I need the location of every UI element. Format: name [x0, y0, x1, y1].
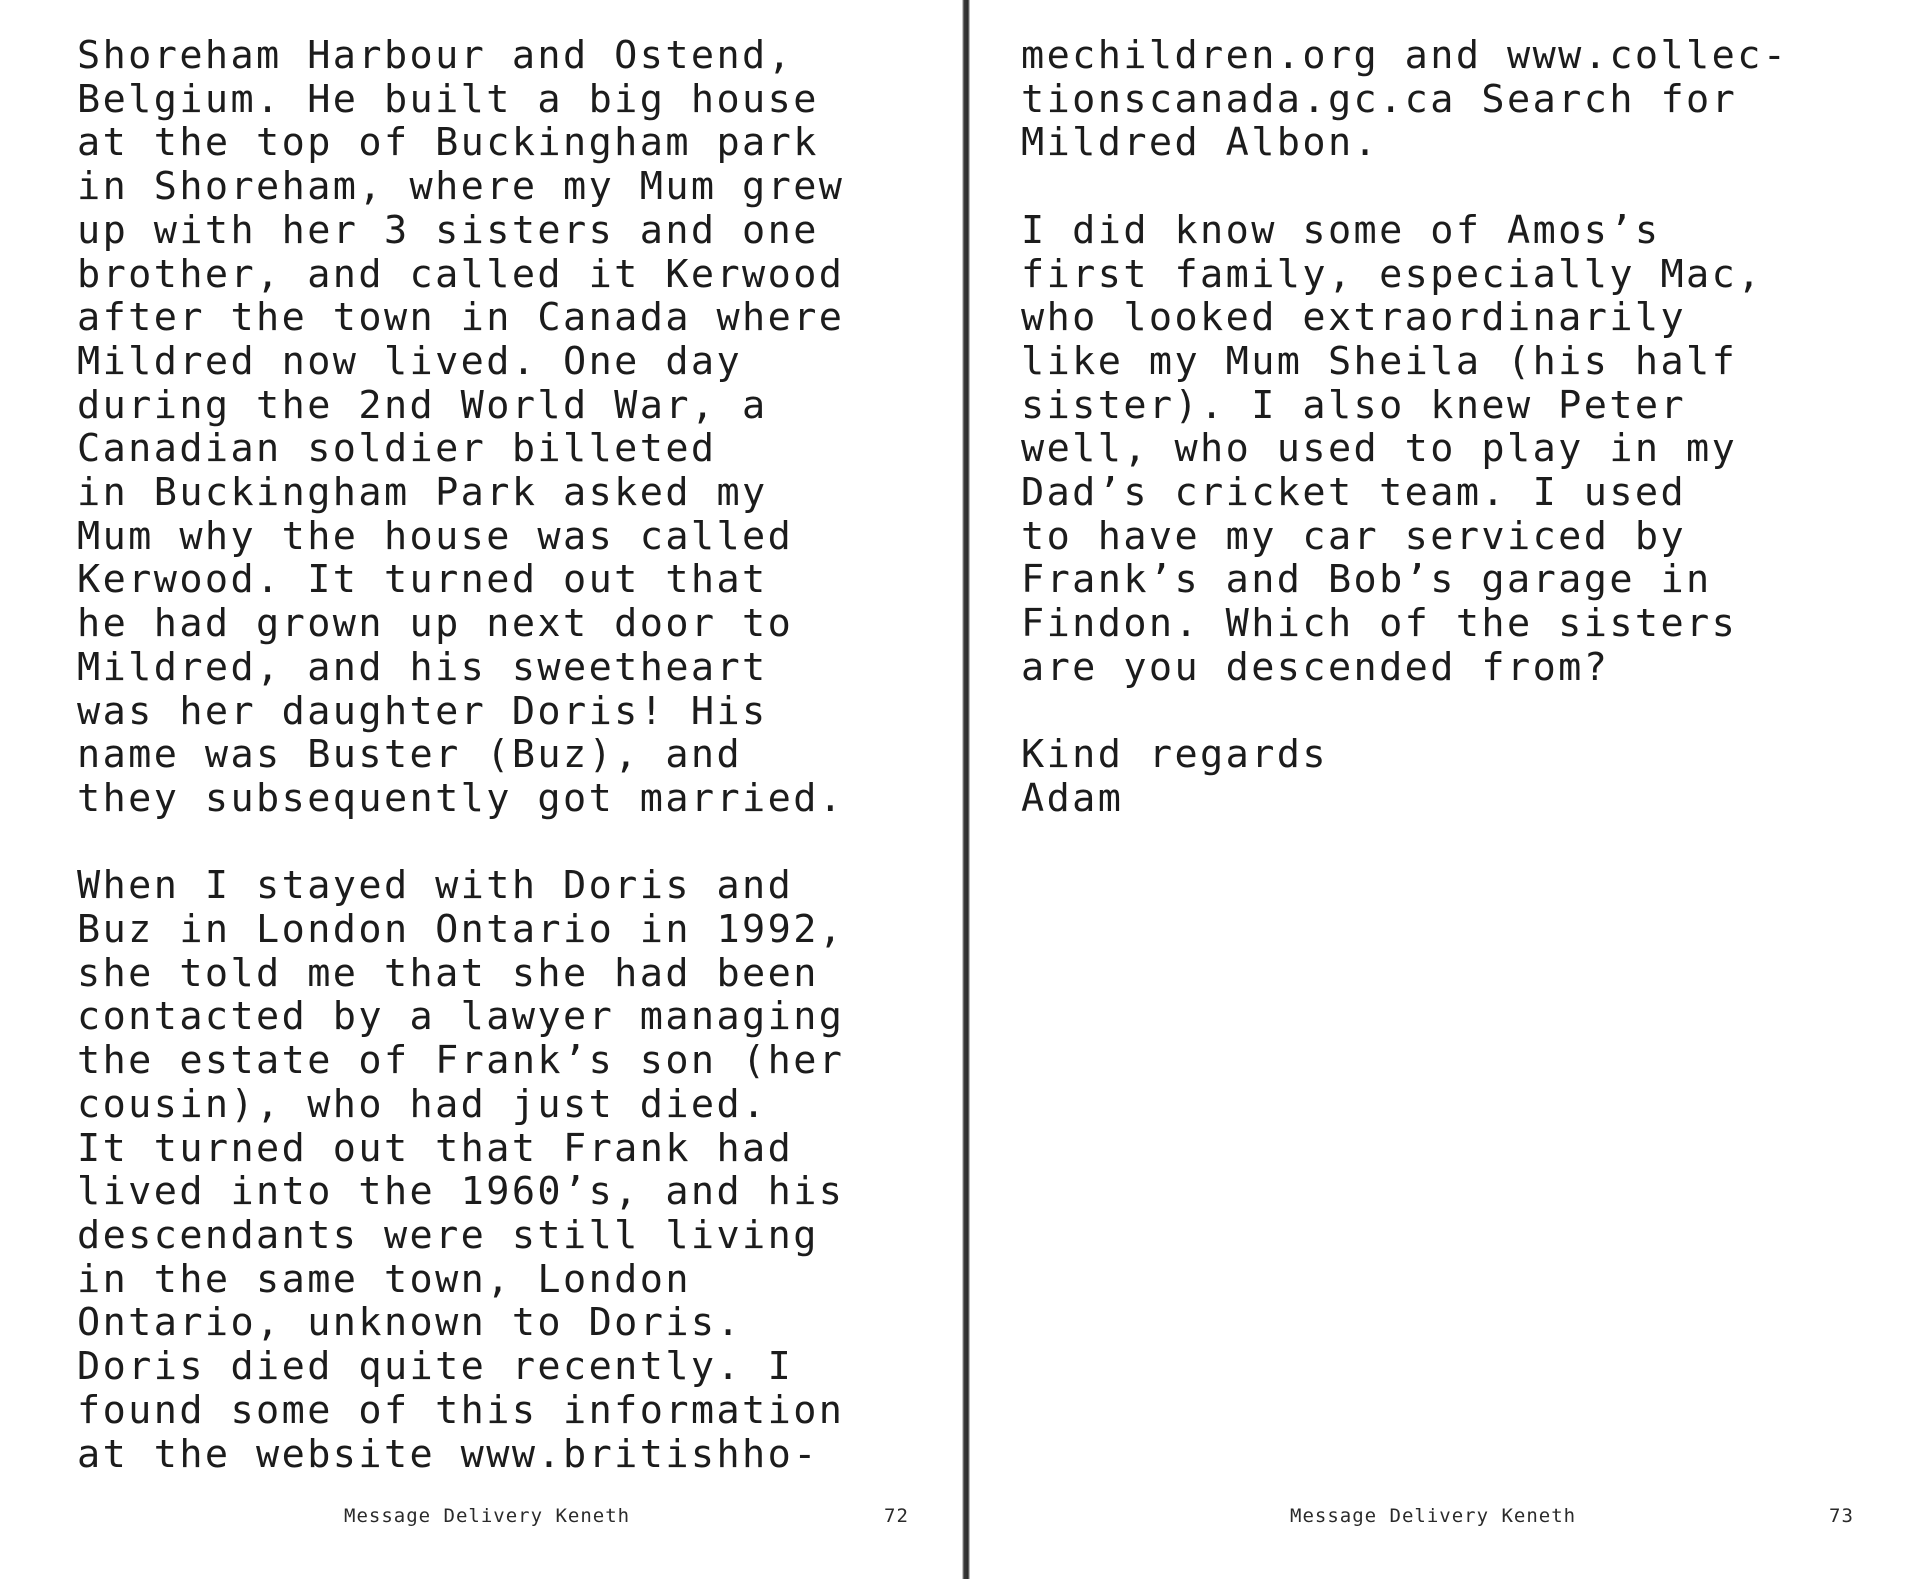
right-page	[970, 0, 1920, 1579]
left-page-body-text: Shoreham Harbour and Ostend, Belgium. He built a big house at the top of Buckingham park in Shoreham, where my Mum grew up with her 3 sisters and one brother, and called it Kerwood after the town in Canada where Mildred now lived. One day during the 2nd World War, a Canadian soldier billeted in Buckingham Park asked my Mum why the house was called Kerwood. It turned out that he had grown up next door to Mildred, and his sweetheart was her daughter Doris! His name was Buster (Buz), and they subsequently got married. When I stayed with Doris and Buz in London Ontario in 1992, she told me that she had been contacted by a lawyer managing the estate of Frank’s son (her cousin), who had just died. It turned out that Frank had lived into the 1960’s, and his descendants were still living in the same town, London Ontario, unknown to Doris. Doris died quite recently. I found some of this information at the website www.britishho-	[77, 33, 845, 1477]
left-page-footer-title: Message Delivery Keneth	[344, 1505, 631, 1527]
left-page-number: 72	[884, 1505, 909, 1527]
right-page-body-text: mechildren.org and www.collec- tionscanada.gc.ca Search for Mildred Albon. I did know some of Amos’s first family, especially Mac, who looked extraordinarily like my Mum Sheila (his half sister). I also knew Peter well, who used to play in my Dad’s cricket team. I used to have my car serviced by Frank’s and Bob’s garage in Findon. Which of the sisters are you descended from? Kind regards Adam	[1021, 33, 1789, 821]
right-page-number: 73	[1829, 1505, 1854, 1527]
book-gutter	[962, 0, 970, 1579]
right-page-footer-title: Message Delivery Keneth	[1290, 1505, 1577, 1527]
